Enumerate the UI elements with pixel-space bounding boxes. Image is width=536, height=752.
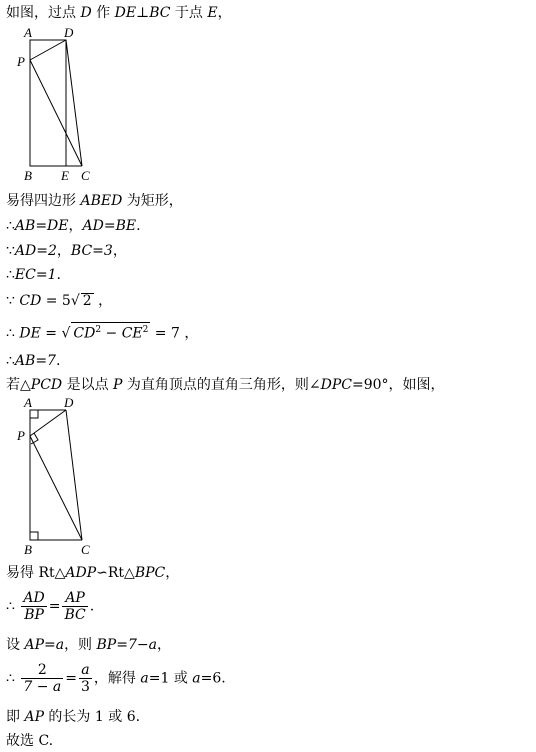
text: ，解得 xyxy=(93,670,141,687)
text-line-9 xyxy=(6,376,445,394)
text: 是以点 xyxy=(62,377,114,393)
text: ， xyxy=(93,293,113,309)
text: 若△ xyxy=(6,377,31,393)
equation: BP=7−a xyxy=(96,637,157,653)
text: 易得 Rt△ xyxy=(6,565,66,581)
text: ， xyxy=(156,637,171,653)
exponent: 2 xyxy=(142,325,149,335)
text-line-2 xyxy=(6,192,183,210)
var-de: DE xyxy=(19,325,41,342)
equation: AD=2 xyxy=(14,243,57,259)
var-dpc: DPC xyxy=(320,377,353,393)
therefore-symbol: ∴ xyxy=(6,218,15,234)
exponent: 2 xyxy=(95,325,102,335)
text: 设 xyxy=(6,637,25,653)
text-line-12 xyxy=(6,636,171,654)
text-line-6 xyxy=(6,292,112,310)
equation: AD=BE xyxy=(82,218,137,234)
text: = 7 ， xyxy=(150,325,199,342)
fraction-2-7ma xyxy=(21,662,63,695)
figure-2-right-triangle xyxy=(10,396,110,560)
text: Rt△ xyxy=(107,565,135,581)
text: = xyxy=(40,325,62,342)
var-de: DE xyxy=(114,5,137,21)
text: ，则 xyxy=(64,637,97,653)
because-symbol: ∵ xyxy=(6,293,20,309)
text: . xyxy=(136,218,141,234)
text: . xyxy=(55,353,61,369)
var-a: a xyxy=(140,670,149,687)
therefore-symbol: ∴ xyxy=(6,598,15,615)
text: . xyxy=(56,267,61,283)
label-d: D xyxy=(64,25,74,40)
label-b: B xyxy=(24,542,32,557)
text: 即 xyxy=(6,709,25,725)
denominator: BP xyxy=(24,607,44,623)
text-line-7 xyxy=(6,322,198,343)
text-line-4 xyxy=(6,242,127,260)
text: 故选 C. xyxy=(6,733,54,749)
var-a: a xyxy=(192,670,201,687)
numerator: 2 xyxy=(21,662,63,679)
var-ce: CE xyxy=(121,325,143,342)
var-d: D xyxy=(80,5,92,21)
var-pcd: PCD xyxy=(30,377,63,393)
numerator: AP xyxy=(62,590,87,607)
var-ap: AP xyxy=(24,709,44,725)
text-line-14 xyxy=(6,708,140,726)
text: 为矩形， xyxy=(122,193,183,209)
similar-symbol: ∽ xyxy=(96,565,108,581)
equals: = xyxy=(48,598,61,615)
var-abed: ABED xyxy=(80,193,123,209)
label-d: D xyxy=(64,396,74,410)
text: ， xyxy=(165,565,180,581)
equation: EC=1 xyxy=(14,267,57,283)
var-p: P xyxy=(113,377,123,393)
sqrt-symbol: √ xyxy=(61,325,71,342)
text-line-8 xyxy=(6,352,60,370)
text: ， xyxy=(217,5,232,21)
text-line-3 xyxy=(6,217,141,235)
text: = 5 xyxy=(41,293,71,309)
text: . xyxy=(89,598,95,615)
because-symbol: ∵ xyxy=(6,243,15,259)
therefore-symbol: ∴ xyxy=(6,267,15,283)
therefore-symbol: ∴ xyxy=(6,353,15,369)
text: =6. xyxy=(200,670,226,687)
text: 易得四边形 xyxy=(6,193,81,209)
text: ， xyxy=(56,243,71,259)
therefore-symbol: ∴ xyxy=(6,325,20,342)
equals: = xyxy=(65,670,77,687)
numerator: a xyxy=(79,662,92,679)
label-b: B xyxy=(24,168,32,183)
var-cd: CD xyxy=(73,325,96,342)
equation: BC=3 xyxy=(70,243,113,259)
equation: AB=DE xyxy=(14,218,69,234)
text: =1 或 xyxy=(148,670,193,687)
denominator: BC xyxy=(64,607,86,623)
var-cd: CD xyxy=(19,293,42,309)
text: 于点 xyxy=(170,5,208,21)
text: 的长为 1 或 6. xyxy=(43,709,141,725)
var-bc: BC xyxy=(149,5,171,21)
text: 如图，过点 xyxy=(6,5,81,21)
sqrt-radicand xyxy=(71,322,150,341)
fraction-ad-bp xyxy=(21,590,46,623)
label-a: A xyxy=(24,25,32,40)
text-line-13 xyxy=(6,662,226,695)
sqrt-symbol: √ xyxy=(70,293,80,309)
var-e: E xyxy=(207,5,218,21)
text: ， xyxy=(112,243,127,259)
perp-symbol: ⊥ xyxy=(136,5,150,21)
label-c: C xyxy=(81,168,90,183)
var-adp: ADP xyxy=(65,565,97,581)
text-line-10 xyxy=(6,564,179,582)
label-e: E xyxy=(61,168,69,183)
var-bpc: BPC xyxy=(134,565,166,581)
sqrt-radicand: 2 xyxy=(82,293,92,309)
text-line-5 xyxy=(6,266,61,284)
text-line-11 xyxy=(6,590,94,623)
label-p: P xyxy=(17,54,25,69)
label-p: P xyxy=(17,428,25,443)
denominator: 3 xyxy=(81,679,90,695)
text: =90°，如图， xyxy=(352,377,445,393)
text-line-1 xyxy=(6,4,232,22)
label-c: C xyxy=(81,542,90,557)
therefore-symbol: ∴ xyxy=(6,670,15,687)
equation: AP=a xyxy=(24,637,65,653)
figure-1-rectangle xyxy=(10,24,110,188)
label-a: A xyxy=(24,396,32,410)
equation: AB=7 xyxy=(14,353,56,369)
text: 作 xyxy=(91,5,115,21)
denominator: 7 − a xyxy=(23,679,62,695)
numerator: AD xyxy=(23,590,45,606)
text: 为直角顶点的直角三角形，则∠ xyxy=(122,377,321,393)
text: − xyxy=(101,325,122,342)
text-line-15 xyxy=(6,732,53,750)
fraction-ap-bc xyxy=(62,590,87,623)
text: ， xyxy=(68,218,83,234)
fraction-a-3 xyxy=(79,662,92,695)
